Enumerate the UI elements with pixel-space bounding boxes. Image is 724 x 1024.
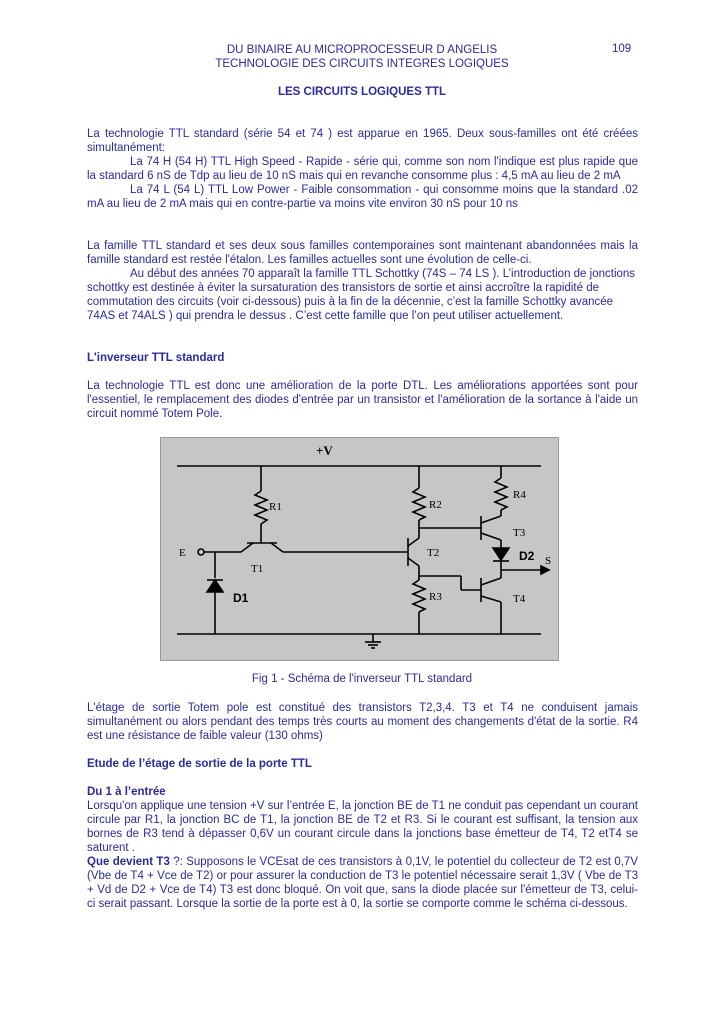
inverter-heading: L'inverseur TTL standard xyxy=(87,352,225,364)
figure-caption: Fig 1 - Schéma de l'inverseur TTL standard xyxy=(251,673,473,685)
study-heading: Etude de l’étage de sortie de la porte TTL xyxy=(87,758,312,770)
t3-question-paragraph xyxy=(87,855,638,911)
input-label: E xyxy=(179,547,186,559)
d2-label: D2 xyxy=(519,549,535,563)
t2-label: T2 xyxy=(427,547,440,559)
r2-label: R2 xyxy=(429,499,442,511)
inverter-paragraph: La technologie TTL est donc une amélioration de la porte DTL. Les améliorations apportées sont pour l'essentiel, le remplacement des diodes d'entrée par un transistor et l'amélioration de la sortance à l'aide un circuit nommé Totem Pole. xyxy=(87,380,638,420)
page-title: LES CIRCUITS LOGIQUES TTL xyxy=(277,86,447,98)
family-paragraph: La famille TTL standard et ses deux sous familles contemporaines sont maintenant abandonnées mais la famille standard est restée l'étalon. Les familles actuelles sont une évolution de celle-ci. xyxy=(87,240,638,266)
t3-question-label: Que devient T3 xyxy=(87,856,170,868)
intro-74h-paragraph: La 74 H (54 H) TTL High Speed - Rapide - série qui, comme son nom l'indique est plus rapide que la standard 6 nS de Tdp au lieu de 10 nS mais qui en revanche consomme plus : 4,5 mA au lieu de 2 mA xyxy=(87,156,638,182)
intro-paragraph: La technologie TTL standard (série 54 et 74 ) est apparue en 1965. Deux sous-familles ont été créées simultanément: xyxy=(87,128,638,154)
r1-label: R1 xyxy=(269,501,282,513)
t4-label: T4 xyxy=(513,593,526,605)
study-subheading: Du 1 à l’entrée xyxy=(87,786,166,798)
t3-question-text: ?: Supposons le VCEsat de ces transistors à 0,1V, le potentiel du collecteur de T2 est 0,7V (Vbe de T4 + Vce de T2) or pour assurer la conduction de T3 le potentiel nécessaire serait 1,3V ( Vbe de T3 + Vd de D2 + Vce de T4) T3 est donc bloqué. On voit que, sans la diode placée sur l'émetteur de T3, celui-ci serait passant. Lorsque la sortie de la porte est à 0, la sortie se comporte comme le schéma ci-dessous. xyxy=(87,856,638,910)
schottky-paragraph: Au début des années 70 apparaît la famille TTL Schottky (74S – 74 LS ). L’introduction de jonctions schottky est destinée à éviter la sursaturation des transistors de sortie et ainsi accroître la rapidité de commutation des circuits (voir ci-dessous) puis à la fin de la décennie, c’est la famille Schottky avancée 74AS et 74ALS ) qui prendra le dessus . C’est cette famille que l’on peut utiliser actuellement. xyxy=(87,268,636,322)
t3-label: T3 xyxy=(513,527,526,539)
study-paragraph: Lorsqu'on applique une tension +V sur l’entrée E, la jonction BE de T1 ne conduit pas cependant un courant circule par R1, la jonction BC de T1, la jonction BE de T2 et R3. Si le courant est suffisant, la tension aux bornes de R3 tend à dépasser 0,6V un courant circule dans la jonctions base émetteur de T4, T2 etT4 se saturent . xyxy=(87,800,638,854)
totem-paragraph: L'étage de sortie Totem pole est constitué des transistors T2,3,4. T3 et T4 ne conduisent jamais simultanément ou alors pendant des temps très courts au moment des changements d'état de la sortie. R4 est une résistance de faible valeur (130 ohms) xyxy=(87,702,638,742)
vcc-label: +V xyxy=(316,443,333,458)
circuit-schematic-figure xyxy=(160,437,559,661)
page-number: 109 xyxy=(612,43,632,55)
family-section xyxy=(87,239,638,323)
d1-label: D1 xyxy=(233,591,249,605)
circuit-schematic xyxy=(161,438,558,660)
intro-74l-paragraph: La 74 L (54 L) TTL Low Power - Faible consommation - qui consomme moins que la standard .02 mA au lieu de 2 mA mais qui en contre-partie va moins vite environ 30 nS pour 10 ns xyxy=(87,184,638,210)
study-section xyxy=(87,799,638,911)
t1-label: T1 xyxy=(251,563,264,575)
intro-section xyxy=(87,127,638,211)
header-line-1: DU BINAIRE AU MICROPROCESSEUR D ANGELIS xyxy=(226,44,498,56)
output-label: S xyxy=(545,555,552,567)
r4-label: R4 xyxy=(513,489,526,501)
r3-label: R3 xyxy=(429,591,442,603)
header-line-2: TECHNOLOGIE DES CIRCUITS INTEGRES LOGIQUES xyxy=(215,58,509,70)
